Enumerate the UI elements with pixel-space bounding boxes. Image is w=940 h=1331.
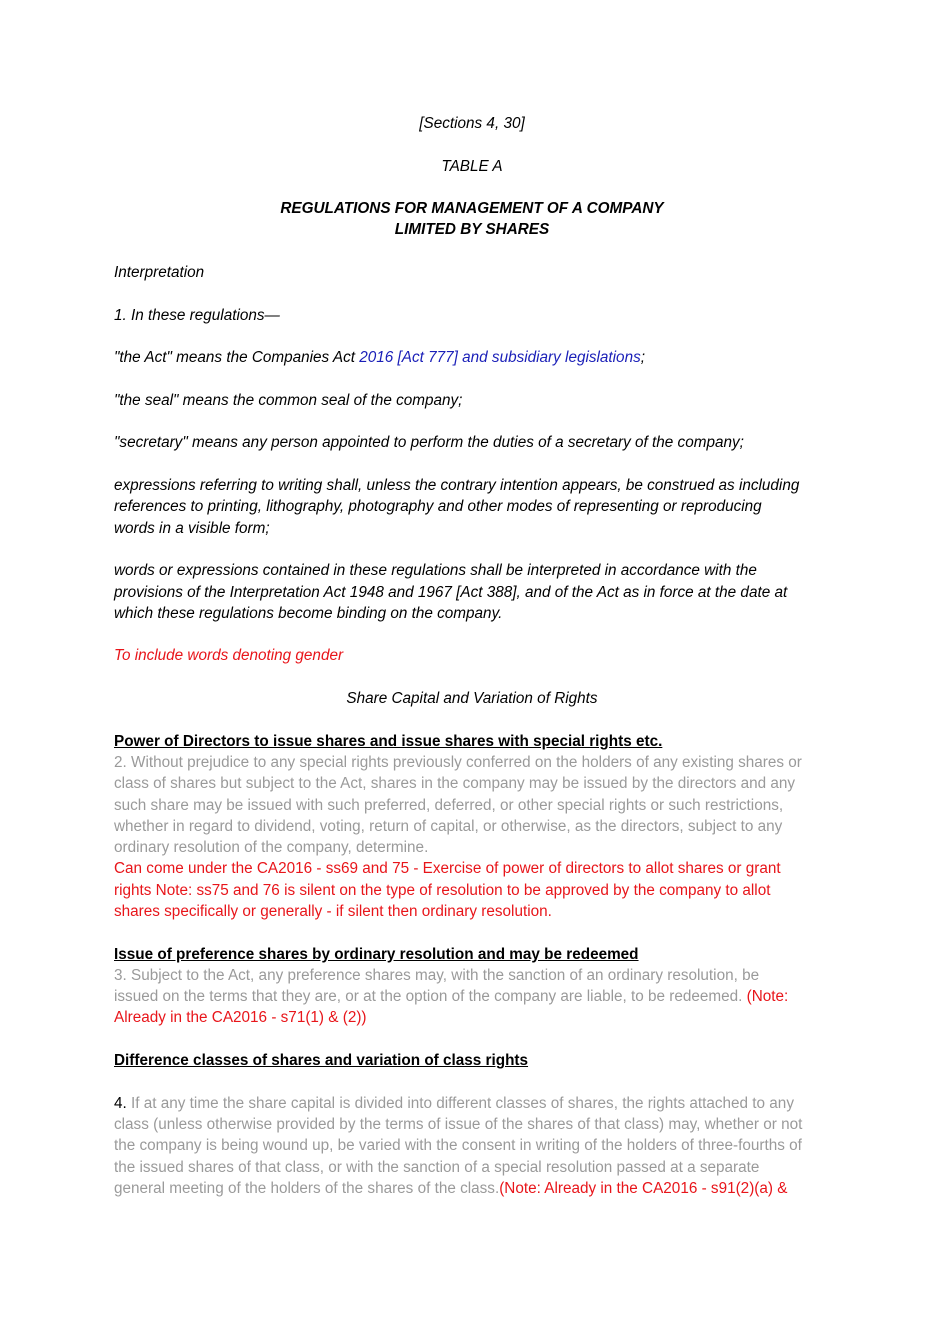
definition-writing	[114, 475, 830, 539]
definition-writing-line: expressions referring to writing shall, unless the contrary intention appears, be construed as including	[114, 477, 800, 495]
regulation-3-heading: Issue of preference shares by ordinary resolution and may be redeemed	[114, 945, 639, 963]
regulation-4-text-line	[114, 1093, 830, 1114]
gender-note: To include words denoting gender	[114, 647, 344, 665]
regulation-4-text-line	[114, 1178, 830, 1199]
regulation-1-intro: 1. In these regulations—	[114, 306, 280, 324]
regulation-4-text: general meeting of the holders of the shares of the class.	[114, 1179, 500, 1197]
regulation-2-text-line: whether in regard to dividend, voting, return of capital, or otherwise, as the directors, subject to any	[114, 817, 783, 835]
definition-writing-line: references to printing, lithography, photography and other modes of representing or reproducing	[114, 498, 762, 516]
act-link[interactable]: 2016 [Act 777] and subsidiary legislations	[359, 349, 641, 367]
interpretation-title: Interpretation	[114, 264, 205, 282]
regulation-4-text: If at any time the share capital is divided into different classes of shares, the rights attached to any	[126, 1094, 794, 1112]
regulation-3-text-line	[114, 986, 830, 1007]
regulation-2-text-line: ordinary resolution of the company, determine.	[114, 839, 429, 857]
definition-act	[114, 347, 830, 368]
main-heading-line-2: LIMITED BY SHARES	[394, 221, 550, 239]
definition-act-suffix: ;	[640, 349, 645, 367]
regulation-4-number: 4.	[114, 1094, 127, 1112]
regulation-2-note-line: Can come under the CA2016 - ss69 and 75 - Exercise of power of directors to allot shares or grant	[114, 860, 781, 878]
definition-secretary: "secretary" means any person appointed to perform the duties of a secretary of the company;	[114, 434, 744, 452]
regulation-3	[114, 944, 830, 1029]
regulation-3-text-line: 3. Subject to the Act, any preference shares may, with the sanction of an ordinary resolution, be	[114, 966, 760, 984]
sections-reference: [Sections 4, 30]	[419, 115, 525, 132]
regulation-4	[114, 1050, 830, 1199]
regulation-4-text-line: the issued shares of that class, or with the sanction of a special resolution passed at a separate	[114, 1158, 760, 1176]
regulation-3-text: issued on the terms that they are, or at the option of the company are liable, to be redeemed.	[114, 988, 747, 1006]
regulation-2-heading: Power of Directors to issue shares and issue shares with special rights etc.	[114, 732, 663, 750]
definition-words-line: which these regulations become binding on the company.	[114, 604, 503, 622]
definition-seal: "the seal" means the common seal of the company;	[114, 391, 463, 409]
regulation-2-text-line: 2. Without prejudice to any special rights previously conferred on the holders of any existing shares or	[114, 753, 802, 771]
table-title: TABLE A	[441, 157, 503, 175]
regulation-4-text-line: class (unless otherwise provided by the terms of issue of the shares of that class) may, whether or not	[114, 1115, 803, 1133]
regulation-3-note: (Note:	[746, 988, 789, 1006]
regulation-2-text-line: such share may be issued with such preferred, deferred, or other special rights or such restrictions,	[114, 796, 784, 814]
document-page	[114, 113, 830, 1199]
definition-words	[114, 560, 830, 624]
main-heading-line-1: REGULATIONS FOR MANAGEMENT OF A COMPANY	[280, 200, 664, 218]
regulation-2-note-line: shares specifically or generally - if silent then ordinary resolution.	[114, 902, 552, 920]
definition-writing-line: words in a visible form;	[114, 519, 270, 537]
regulation-2	[114, 731, 830, 923]
definition-words-line: provisions of the Interpretation Act 1948 and 1967 [Act 388], and of the Act as in force at the date at	[114, 583, 788, 601]
regulation-3-note-line: Already in the CA2016 - s71(1) & (2))	[114, 1009, 367, 1027]
regulation-4-text-line: the company is being wound up, be varied with the consent in writing of the holders of three-fourths of	[114, 1137, 802, 1155]
regulation-4-heading: Difference classes of shares and variation of class rights	[114, 1052, 529, 1070]
regulation-4-note: (Note: Already in the CA2016 - s91(2)(a) &	[499, 1179, 788, 1197]
share-capital-title: Share Capital and Variation of Rights	[346, 690, 598, 708]
regulation-2-note-line: rights Note: ss75 and 76 is silent on the type of resolution to be approved by the company to allot	[114, 881, 771, 899]
definition-words-line: words or expressions contained in these regulations shall be interpreted in accordance with the	[114, 562, 757, 580]
definition-act-prefix: "the Act" means the Companies Act	[114, 349, 360, 367]
regulation-2-text-line: class of shares but subject to the Act, shares in the company may be issued by the directors and any	[114, 775, 796, 793]
